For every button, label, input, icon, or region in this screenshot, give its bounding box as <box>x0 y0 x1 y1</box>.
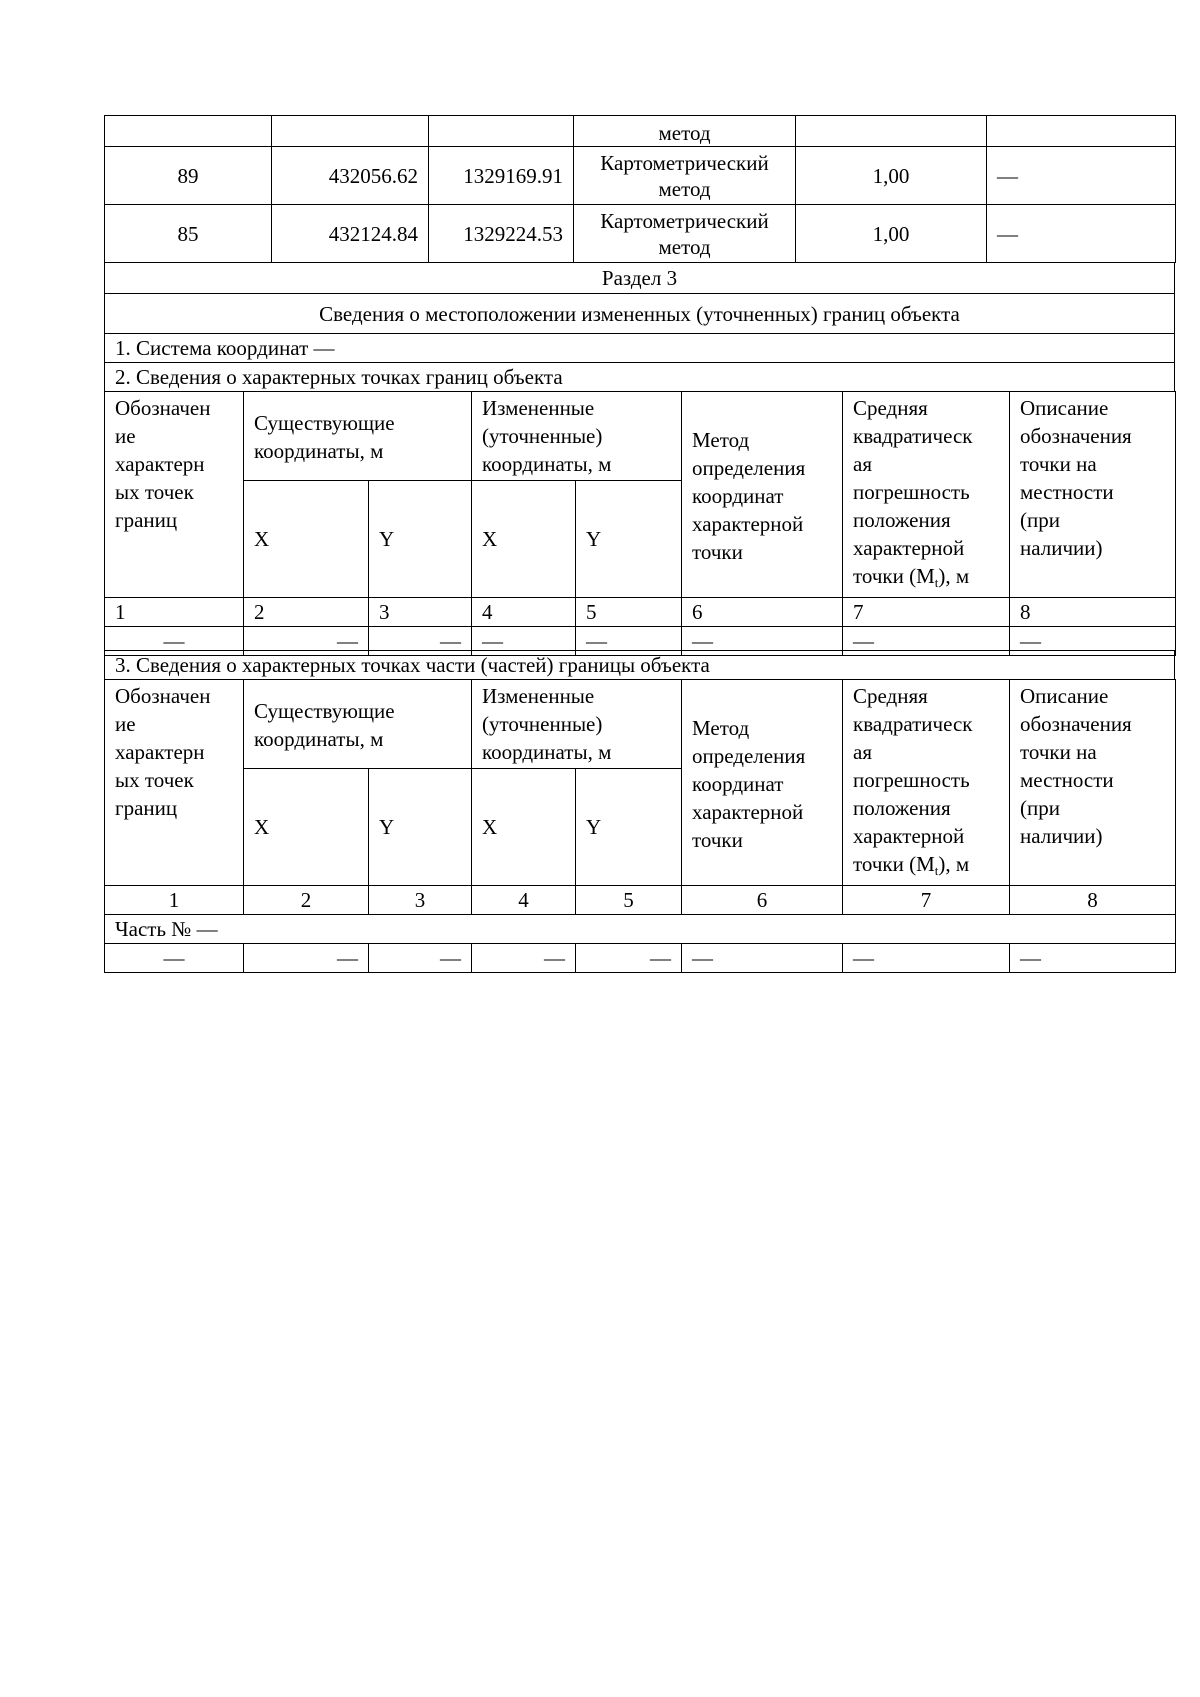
column-number: 1 <box>105 598 244 627</box>
boundary-points-table <box>104 391 1176 656</box>
dash-cell: — <box>843 627 1010 656</box>
method-line2: метод <box>658 176 711 201</box>
header-point-description: Описание обозначения точки на местности (при наличии) <box>1010 392 1176 598</box>
header-point-description: Описание обозначения точки на местности (при наличии) <box>1010 680 1176 886</box>
section-subtitle: Сведения о местоположении измененных (уточненных) границ объекта <box>105 294 1175 334</box>
header-row <box>105 392 1176 481</box>
part-points-table <box>104 679 1176 973</box>
table-row <box>105 263 1175 294</box>
error-cell: 1,00 <box>796 205 987 263</box>
point-number-cell <box>105 116 272 147</box>
points-continuation-table <box>104 115 1176 263</box>
y-coordinate-cell: 1329224.53 <box>429 205 574 263</box>
dash-cell: — <box>1010 627 1176 656</box>
method-cell <box>574 147 796 205</box>
method-line1: Картометрический <box>600 208 769 233</box>
points-heading: 2. Сведения о характерных точках границ объекта <box>105 363 1175 392</box>
dash-cell: — <box>244 627 369 656</box>
y-coordinate-cell <box>429 116 574 147</box>
dash-cell: — <box>576 627 682 656</box>
dash-cell: — <box>244 944 369 973</box>
column-number: 6 <box>682 886 843 915</box>
header-point-designation: Обозначен ие характерн ых точек границ <box>105 680 244 886</box>
header-y: Y <box>576 769 682 886</box>
method-line1: Картометрический <box>600 150 769 175</box>
header-changed-coordinates: Измененные (уточненные) координаты, м <box>472 680 682 769</box>
dash-cell: — <box>576 944 682 973</box>
header-x: X <box>472 481 576 598</box>
header-y: Y <box>369 481 472 598</box>
column-number-row <box>105 598 1176 627</box>
header-x: X <box>472 769 576 886</box>
y-coordinate-cell: 1329169.91 <box>429 147 574 205</box>
table-row <box>105 363 1175 392</box>
column-number: 4 <box>472 598 576 627</box>
parts-heading: 3. Сведения о характерных точках части (частей) границы объекта <box>105 651 1175 680</box>
column-number: 2 <box>244 886 369 915</box>
column-number: 5 <box>576 886 682 915</box>
error-cell <box>796 116 987 147</box>
table-row <box>105 205 1176 263</box>
method-cell <box>574 116 796 147</box>
header-method: Метод определения координат характерной точки <box>682 392 843 598</box>
method-line2: метод <box>658 234 711 259</box>
section-title: Раздел 3 <box>105 263 1175 294</box>
method-line2: метод <box>658 121 711 145</box>
header-y: Y <box>576 481 682 598</box>
x-coordinate-cell: 432124.84 <box>272 205 429 263</box>
column-number: 4 <box>472 886 576 915</box>
column-number: 3 <box>369 598 472 627</box>
header-x: X <box>244 769 369 886</box>
method-cell <box>574 205 796 263</box>
column-number: 2 <box>244 598 369 627</box>
dash-cell: — <box>105 944 244 973</box>
table-row <box>105 294 1175 334</box>
description-cell: — <box>987 205 1176 263</box>
header-y: Y <box>369 769 472 886</box>
point-number-cell: 89 <box>105 147 272 205</box>
header-row <box>105 680 1176 769</box>
table-row <box>105 944 1176 973</box>
description-cell: — <box>987 147 1176 205</box>
header-existing-coordinates: Существующие координаты, м <box>244 680 472 769</box>
dash-cell: — <box>472 627 576 656</box>
x-coordinate-cell: 432056.62 <box>272 147 429 205</box>
header-x: X <box>244 481 369 598</box>
part-label: Часть № — <box>105 915 1176 944</box>
table-row <box>105 651 1175 680</box>
dash-cell: — <box>472 944 576 973</box>
header-point-designation: Обозначен ие характерн ых точек границ <box>105 392 244 598</box>
coordinate-system-row: 1. Система координат — <box>105 334 1175 363</box>
column-number: 8 <box>1010 886 1176 915</box>
description-cell <box>987 116 1176 147</box>
header-method: Метод определения координат характерной точки <box>682 680 843 886</box>
column-number: 7 <box>843 886 1010 915</box>
point-number-cell: 85 <box>105 205 272 263</box>
dash-cell: — <box>682 944 843 973</box>
table-row <box>105 915 1176 944</box>
header-changed-coordinates: Измененные (уточненные) координаты, м <box>472 392 682 481</box>
column-number: 7 <box>843 598 1010 627</box>
dash-cell: — <box>369 944 472 973</box>
table-row <box>105 116 1176 147</box>
header-existing-coordinates: Существующие координаты, м <box>244 392 472 481</box>
dash-cell: — <box>843 944 1010 973</box>
dash-cell: — <box>105 627 244 656</box>
dash-cell: — <box>682 627 843 656</box>
x-coordinate-cell <box>272 116 429 147</box>
parts-heading-table <box>104 650 1175 680</box>
column-number: 6 <box>682 598 843 627</box>
column-number-row <box>105 886 1176 915</box>
section-heading-table <box>104 262 1175 392</box>
table-row <box>105 334 1175 363</box>
header-mean-square-error: Средняя квадратическ ая погрешность положения характерной точки $(M_t)$, м <box>843 392 1010 598</box>
dash-cell: — <box>369 627 472 656</box>
column-number: 8 <box>1010 598 1176 627</box>
column-number: 1 <box>105 886 244 915</box>
column-number: 3 <box>369 886 472 915</box>
header-mean-square-error: Средняя квадратическ ая погрешность положения характерной точки $(M_t)$, м <box>843 680 1010 886</box>
dash-cell: — <box>1010 944 1176 973</box>
error-cell: 1,00 <box>796 147 987 205</box>
table-row <box>105 147 1176 205</box>
column-number: 5 <box>576 598 682 627</box>
